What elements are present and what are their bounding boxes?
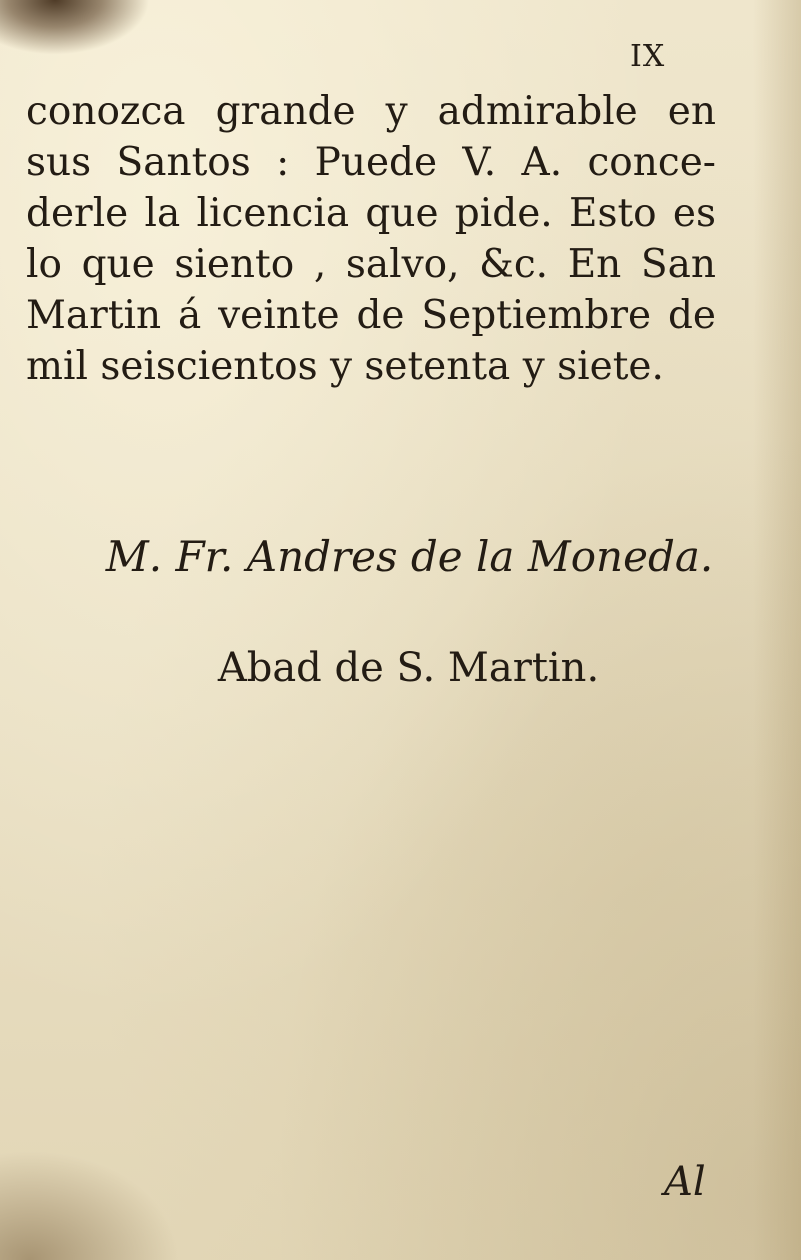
ink-stain (0, 0, 150, 55)
catchword: Al (664, 1159, 706, 1205)
signature-name: M. Fr. Andres de la Moneda. (105, 532, 714, 581)
text-line: derle la licencia que pide. Esto es (26, 191, 716, 236)
text-line: conozca grande y admirable en (26, 89, 716, 134)
text-line: mil seiscientos y setenta y siete. (26, 344, 664, 389)
signature-title: Abad de S. Martin. (217, 645, 600, 691)
text-line: lo que siento , salvo, &c. En San (26, 242, 716, 287)
paper-stain (0, 1150, 180, 1260)
body-paragraph (26, 86, 716, 392)
page-edge-shadow (753, 0, 801, 1260)
text-line: Martin á veinte de Septiembre de (26, 293, 716, 338)
text-line: sus Santos : Puede V. A. conce- (26, 140, 716, 185)
page-number: IX (630, 39, 666, 74)
